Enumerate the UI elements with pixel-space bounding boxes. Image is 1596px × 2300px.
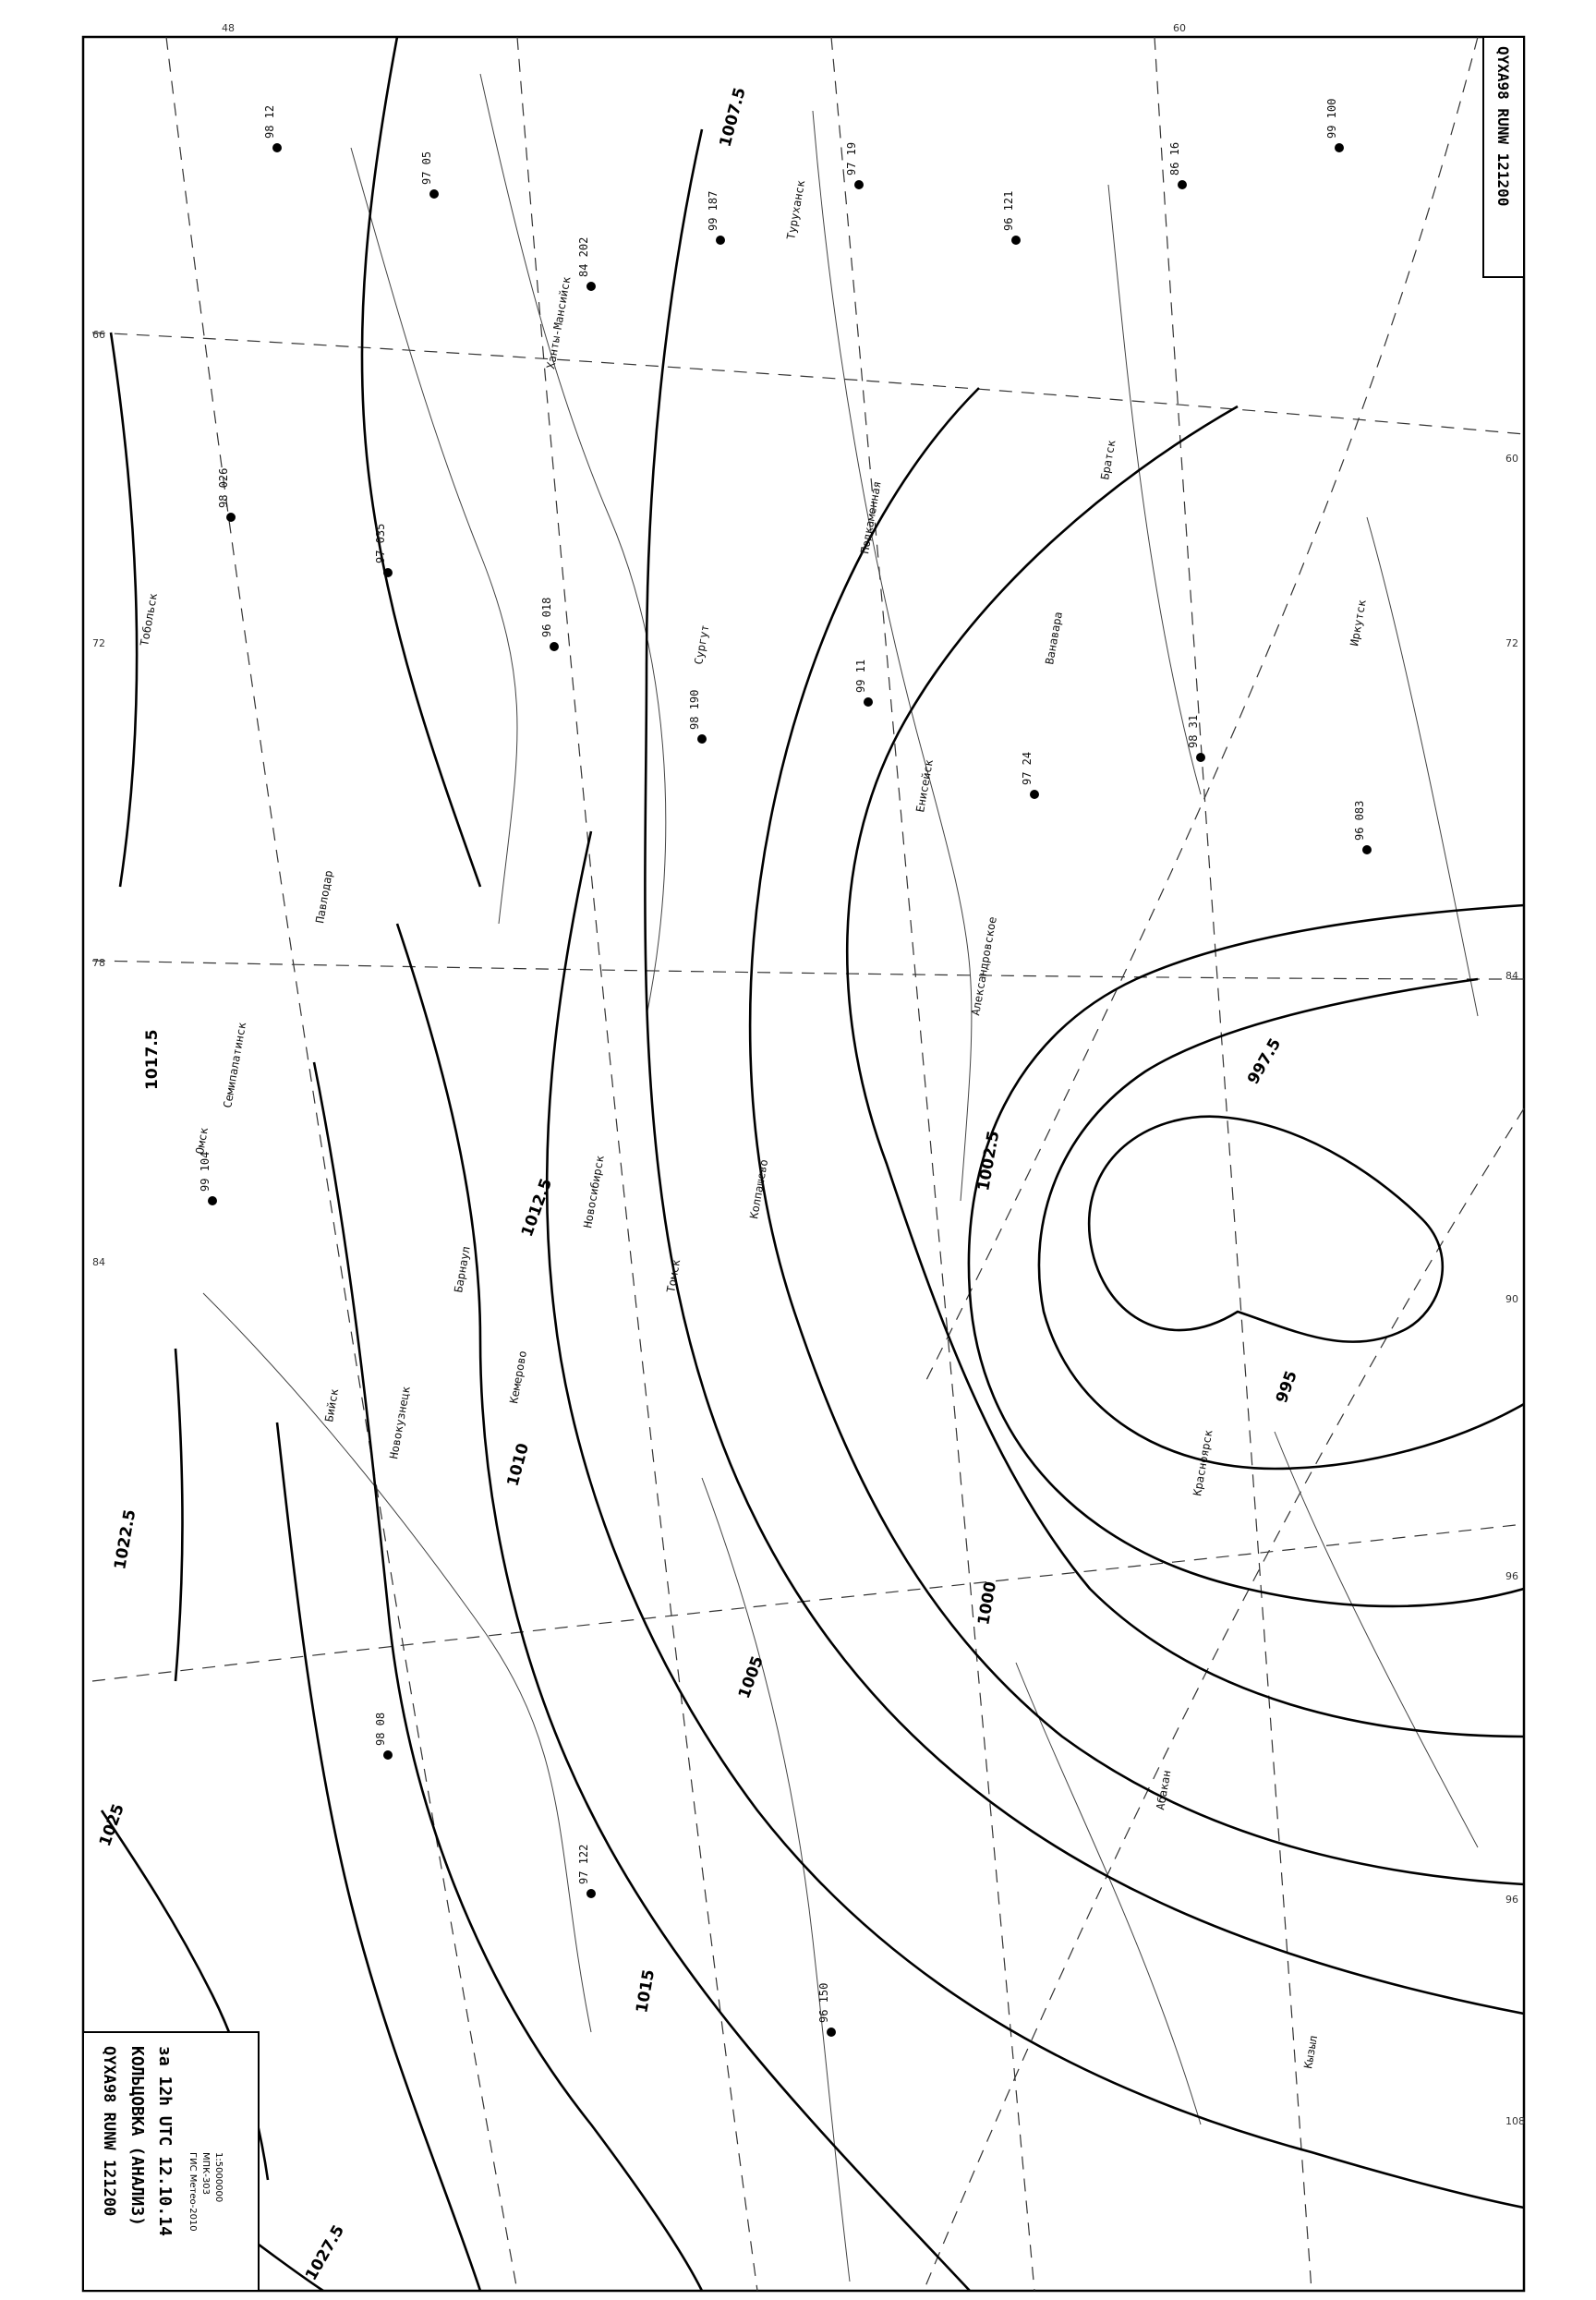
place-name: Ханты-Мансийск (544, 275, 574, 370)
isobar-label: 1002.5 (974, 1129, 1004, 1192)
grid-label: 78 (92, 957, 105, 969)
grid-label: 72 (92, 637, 105, 649)
station-plots (199, 99, 1372, 2037)
station-dot (864, 697, 873, 707)
isobar-1012-5 (397, 924, 970, 2291)
station-plot (199, 1152, 217, 1205)
grid-label: 96 (1505, 1894, 1518, 1906)
graticule (92, 37, 1524, 2291)
grid-label: 72 (1505, 637, 1518, 649)
place-name: Иркутск (1348, 599, 1369, 648)
isobar-label: 997.5 (1244, 1035, 1286, 1088)
station-plot (1168, 142, 1187, 189)
grid-label: 96 (1505, 1570, 1518, 1582)
isobar-1007-5 (645, 129, 1524, 2014)
station-plot (577, 237, 596, 291)
station-label: 98 12 (263, 104, 276, 139)
header-code: QYXA98 RUNW 121200 (1494, 46, 1512, 207)
grid-label: 48 (222, 22, 235, 34)
station-dot (697, 734, 707, 744)
station-dot (383, 568, 393, 577)
station-plot (217, 468, 236, 522)
station-dot (1178, 180, 1187, 189)
station-label: 86 16 (1168, 141, 1181, 176)
grid-label: 60 (1173, 22, 1186, 34)
isobar-labels (96, 86, 1301, 2284)
title-line1: КОЛЬЦОВКА (АНАЛИЗ) (127, 2046, 147, 2227)
station-plot (1187, 715, 1205, 762)
station-label: 97 24 (1021, 751, 1034, 785)
place-name: Ванавара (1043, 611, 1065, 666)
station-label: 97 035 (374, 523, 387, 563)
station-plot (420, 151, 439, 199)
station-label: 99 100 (1325, 98, 1338, 139)
station-label: 97 19 (845, 141, 858, 176)
isobar-label: 1017.5 (143, 1029, 162, 1090)
grid-label: 66 (92, 329, 105, 341)
isobar-1002-5 (847, 406, 1524, 1737)
place-name: Красноярск (1191, 1428, 1215, 1497)
isobar-label: 1022.5 (111, 1507, 140, 1571)
station-label: 99 11 (854, 659, 867, 693)
station-label: 97 05 (420, 151, 433, 185)
place-name: Подкаменная (858, 479, 884, 555)
station-plot (707, 191, 725, 245)
grid-labels (92, 22, 1525, 2127)
station-dot (429, 189, 439, 199)
station-label: 99 187 (707, 190, 719, 231)
station-dot (586, 1889, 596, 1898)
station-label: 84 202 (577, 236, 590, 277)
place-name: Кемерово (507, 1350, 529, 1405)
station-label: 98 31 (1187, 714, 1200, 748)
grid-label: 108 (1505, 2115, 1525, 2127)
station-dot (226, 513, 236, 522)
isobar-label: 1015 (633, 1967, 659, 2015)
grid-label: 60 (1505, 453, 1518, 465)
isobar-1015 (314, 1062, 702, 2291)
place-name: Туруханск (784, 179, 808, 241)
station-dot (1335, 143, 1344, 152)
station-dot (383, 1750, 393, 1760)
header-box (1483, 37, 1524, 277)
isobar-north-high (111, 333, 137, 887)
place-name: Братск (1098, 439, 1118, 481)
place-name: Колпашево (747, 1158, 771, 1220)
isobar-label: 1027.5 (302, 2221, 349, 2284)
station-plot (263, 105, 282, 152)
place-name: Бийск (322, 1387, 342, 1423)
place-names (138, 178, 1369, 2069)
station-label: 96 018 (540, 597, 553, 637)
place-name: Кызыл (1301, 2034, 1321, 2070)
isobar-label: 995 (1272, 1368, 1301, 1406)
station-label: 99 104 (199, 1151, 212, 1192)
title-credit2: МПК-303 (200, 2152, 211, 2195)
place-name: Омск (193, 1126, 211, 1156)
isobar-label: 1025 (95, 1801, 128, 1849)
station-dot (1030, 790, 1039, 799)
place-name: Томск (664, 1258, 683, 1294)
title-code: QYXA98 RUNW 121200 (100, 2046, 118, 2217)
station-plot (1325, 99, 1344, 152)
station-label: 96 150 (817, 1982, 830, 2023)
place-name: Енисейск (913, 758, 936, 814)
place-name: Тобольск (138, 592, 160, 648)
isobar-label: 1010 (503, 1441, 534, 1489)
map-frame (83, 37, 1524, 2291)
station-plot (540, 598, 559, 651)
station-dot (1362, 845, 1372, 854)
station-plot (1002, 191, 1021, 245)
place-name: Александровское (969, 915, 999, 1017)
station-plot (1021, 752, 1039, 799)
place-name: Павлодар (313, 869, 335, 925)
station-label: 98 08 (374, 1712, 387, 1746)
station-plot (688, 690, 707, 744)
isobar-1017-5 (277, 1422, 480, 2291)
station-plot (1353, 801, 1372, 854)
place-name: Семипалатинск (221, 1021, 249, 1109)
grid-label: 90 (1505, 1293, 1518, 1305)
station-dot (550, 642, 559, 651)
station-dot (1011, 236, 1021, 245)
station-dot (208, 1196, 217, 1205)
title-credit3: 1:5000000 (213, 2152, 224, 2203)
isobar-label: 1012.5 (517, 1176, 557, 1240)
isobar-label: 1005 (734, 1653, 768, 1701)
grid-label: 84 (92, 1256, 105, 1268)
station-dot (827, 2028, 836, 2037)
station-dot (854, 180, 864, 189)
title-credit1: ГИС Метео-2010 (187, 2152, 198, 2232)
place-name: Барнаул (452, 1245, 473, 1294)
station-label: 98 190 (688, 689, 701, 730)
station-label: 97 122 (577, 1844, 590, 1884)
isobar-label: 1007.5 (716, 85, 750, 150)
station-label: 96 083 (1353, 800, 1366, 841)
station-plot (817, 1983, 836, 2037)
place-name: Новокузнецк (387, 1385, 413, 1460)
station-dot (716, 236, 725, 245)
title-block (83, 2032, 259, 2291)
isobars (102, 37, 1524, 2291)
station-plot (845, 142, 864, 189)
grid-label: 84 (1505, 970, 1518, 982)
station-label: 98 026 (217, 467, 230, 508)
title-line2: за 12h UTC 12.10.14 (155, 2046, 175, 2236)
isobar-1022-5 (175, 1349, 183, 1681)
place-name: Новосибирск (581, 1154, 607, 1229)
station-label: 96 121 (1002, 190, 1015, 231)
isobar-1010 (547, 831, 1524, 2208)
station-dot (1196, 753, 1205, 762)
place-name: Абакан (1154, 1769, 1174, 1811)
place-name: Сургут (692, 623, 712, 666)
station-dot (272, 143, 282, 152)
station-plot (577, 1845, 596, 1898)
isobar-995 (1089, 1117, 1443, 1342)
isobar-label: 1000 (974, 1580, 1001, 1627)
station-plot (374, 1713, 393, 1760)
station-dot (586, 282, 596, 291)
station-plot (854, 660, 873, 707)
